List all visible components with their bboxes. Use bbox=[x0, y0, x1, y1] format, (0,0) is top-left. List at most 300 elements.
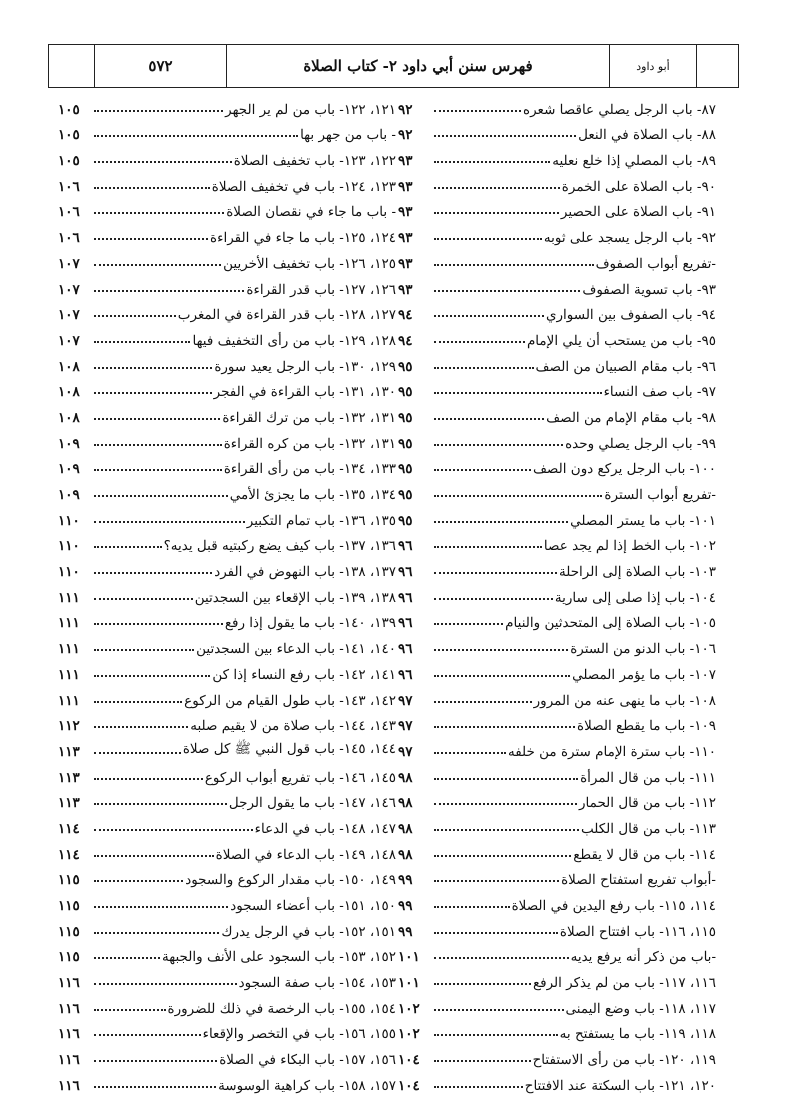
dot-leader bbox=[434, 392, 602, 394]
index-entry bbox=[58, 452, 396, 478]
entry-page-number: ١٠٥ bbox=[58, 127, 80, 144]
dot-leader bbox=[434, 187, 560, 189]
index-entry bbox=[398, 734, 716, 760]
entry-page-number: ١٠٧ bbox=[58, 255, 80, 272]
entry-page-number: ١٠٦ bbox=[58, 178, 80, 195]
dot-leader bbox=[94, 546, 162, 548]
dot-leader bbox=[434, 701, 532, 703]
entry-page-number: ١١١ bbox=[58, 666, 80, 683]
entry-page-number: ١٠٢ bbox=[398, 1026, 420, 1043]
entry-page-number: ٩٩ bbox=[398, 872, 413, 889]
entry-title: ١٣٣، ١٣٤- باب من رأى القراءة bbox=[223, 461, 396, 478]
dot-leader bbox=[434, 444, 563, 446]
entry-page-number: ١١٢ bbox=[58, 718, 80, 735]
dot-leader bbox=[94, 983, 237, 985]
entry-title: ١١٦، ١١٧- باب من لم يذكر الرفع bbox=[532, 975, 716, 992]
dot-leader bbox=[434, 880, 559, 882]
entry-title: -باب من ذكر أنه يرفع يديه bbox=[570, 949, 716, 966]
index-entry bbox=[58, 888, 396, 914]
entry-page-number: ١٠٤ bbox=[398, 1077, 420, 1094]
entry-title: ١٥١، ١٥٢- باب في الرجل يدرك bbox=[221, 923, 396, 940]
index-entry bbox=[58, 503, 396, 529]
dot-leader bbox=[94, 829, 253, 831]
entry-title: -تفريع أبواب الصفوف bbox=[595, 255, 716, 272]
index-entry bbox=[398, 118, 716, 144]
dot-leader bbox=[94, 957, 160, 959]
index-entry bbox=[58, 786, 396, 812]
dot-leader bbox=[94, 110, 223, 112]
entry-title: ١٥٥، ١٥٦- باب في التخصر والإقعاء bbox=[202, 1026, 396, 1043]
dot-leader bbox=[94, 906, 228, 908]
entry-title: ١٢١، ١٢٢- باب من لم ير الجهر bbox=[225, 101, 396, 118]
entry-page-number: ١٠٧ bbox=[58, 281, 80, 298]
index-entry bbox=[58, 940, 396, 966]
index-entry bbox=[58, 965, 396, 991]
index-entry bbox=[398, 837, 716, 863]
entry-title: ١١٤، ١١٥- باب رفع اليدين في الصلاة bbox=[511, 898, 716, 914]
entry-page-number: ٩٨ bbox=[398, 795, 413, 812]
entry-title: ١٣١، ١٣٢- باب من ترك القراءة bbox=[222, 409, 396, 426]
dot-leader bbox=[94, 161, 232, 163]
entry-page-number: ٩٢ bbox=[398, 101, 413, 118]
dot-leader bbox=[94, 726, 188, 728]
entry-page-number: ٩٦ bbox=[398, 538, 413, 555]
dot-leader bbox=[434, 495, 602, 497]
dot-leader bbox=[94, 752, 181, 754]
entry-title: ١١١- باب من قال المرأة bbox=[580, 769, 716, 786]
entry-title: ١٢٠، ١٢١- باب السكتة عند الافتتاح bbox=[524, 1077, 716, 1094]
index-entry bbox=[58, 92, 396, 118]
dot-leader bbox=[434, 418, 544, 420]
index-entry bbox=[398, 143, 716, 169]
entry-title: ١٣٤، ١٣٥- باب ما يجزئ الأمي bbox=[229, 487, 396, 503]
entry-title: ١١٢- باب من قال الحمار bbox=[579, 795, 716, 812]
entry-page-number: ١١١ bbox=[58, 589, 80, 606]
entry-page-number: ١٠١ bbox=[398, 975, 420, 992]
entry-title: ٩١- باب الصلاة على الحصير bbox=[560, 204, 716, 221]
entry-page-number: ١١٦ bbox=[58, 1026, 80, 1043]
entry-title: ١١٩، ١٢٠- باب من رأى الاستفتاح bbox=[532, 1052, 716, 1069]
dot-leader bbox=[94, 418, 220, 420]
dot-leader bbox=[434, 110, 521, 112]
dot-leader bbox=[94, 778, 203, 780]
entry-page-number: ٩٩ bbox=[398, 923, 413, 940]
entry-page-number: ٩٦ bbox=[398, 666, 413, 683]
entry-title: -تفريع أبواب السترة bbox=[604, 487, 716, 503]
entry-page-number: ١١٣ bbox=[58, 769, 80, 786]
dot-leader bbox=[94, 495, 228, 497]
dot-leader bbox=[94, 469, 222, 471]
dot-leader bbox=[434, 649, 568, 651]
entry-page-number: ٩٢ bbox=[398, 127, 413, 144]
index-entry bbox=[58, 657, 396, 683]
index-entry bbox=[398, 811, 716, 837]
entry-page-number: ٩٣ bbox=[398, 230, 413, 247]
dot-leader bbox=[434, 906, 510, 908]
dot-leader bbox=[434, 367, 534, 369]
entry-title: ١٤١، ١٤٢- باب رفع النساء إذا كن bbox=[212, 666, 396, 683]
dot-leader bbox=[94, 623, 223, 625]
dot-leader bbox=[434, 546, 542, 548]
index-entry bbox=[58, 375, 396, 401]
index-entry bbox=[58, 863, 396, 889]
entry-title: ١٠٢- باب الخط إذا لم يجد عصا bbox=[543, 538, 716, 555]
entry-page-number: ١١٠ bbox=[58, 538, 80, 555]
dot-leader bbox=[434, 598, 553, 600]
dot-leader bbox=[94, 1060, 217, 1062]
entry-title: ١٥٣، ١٥٤- باب صفة السجود bbox=[238, 975, 396, 992]
entry-page-number: ٩٧ bbox=[398, 743, 413, 760]
entry-page-number: ١٠٤ bbox=[398, 1052, 420, 1069]
entry-page-number: ١١٥ bbox=[58, 898, 80, 914]
entry-page-number: ١٠١ bbox=[398, 949, 420, 966]
dot-leader bbox=[94, 238, 208, 240]
index-entry bbox=[398, 400, 716, 426]
entry-page-number: ٩٣ bbox=[398, 153, 413, 170]
entry-title: ١٤٩، ١٥٠- باب مقدار الركوع والسجود bbox=[185, 872, 396, 889]
entry-page-number: ١١٦ bbox=[58, 1000, 80, 1017]
dot-leader bbox=[94, 1086, 216, 1088]
index-column-right bbox=[398, 92, 716, 1094]
dot-leader bbox=[434, 315, 544, 317]
dot-leader bbox=[434, 521, 568, 523]
entry-title: ١٥٦، ١٥٧- باب البكاء في الصلاة bbox=[219, 1052, 396, 1069]
entry-title: ٨٧- باب الرجل يصلي عاقصا شعره bbox=[523, 101, 716, 118]
entry-page-number: ١٠٩ bbox=[58, 435, 80, 452]
index-entry bbox=[58, 606, 396, 632]
entry-page-number: ٩٥ bbox=[398, 512, 413, 529]
dot-leader bbox=[94, 341, 190, 343]
entry-title: ٩٣- باب تسوية الصفوف bbox=[582, 281, 716, 298]
entry-page-number: ٩٥ bbox=[398, 358, 413, 375]
index-entry bbox=[58, 1068, 396, 1094]
entry-page-number: ٩٦ bbox=[398, 564, 413, 581]
index-entry bbox=[398, 529, 716, 555]
dot-leader bbox=[94, 187, 210, 189]
index-entry bbox=[58, 554, 396, 580]
dot-leader bbox=[434, 341, 525, 343]
index-entry bbox=[398, 1042, 716, 1068]
entry-title: ١٣٠، ١٣١- باب القراءة في الفجر bbox=[213, 384, 396, 401]
dot-leader bbox=[434, 1086, 523, 1088]
index-entry bbox=[58, 734, 396, 760]
entry-page-number: ١١٥ bbox=[58, 923, 80, 940]
entry-title: ١١٧، ١١٨- باب وضع اليمنى bbox=[565, 1000, 716, 1017]
entry-page-number: ٩٦ bbox=[398, 641, 413, 658]
entry-title: ١٠٤- باب إذا صلى إلى سارية bbox=[554, 589, 716, 606]
entry-page-number: ١٠٩ bbox=[58, 487, 80, 503]
entry-page-number: ١٠٦ bbox=[58, 204, 80, 221]
entry-title: ١٥٢، ١٥٣- باب السجود على الأنف والجبهة bbox=[162, 949, 396, 966]
dot-leader bbox=[94, 880, 183, 882]
index-entry bbox=[398, 554, 716, 580]
dot-leader bbox=[434, 212, 559, 214]
index-entry bbox=[58, 683, 396, 709]
dot-leader bbox=[434, 238, 542, 240]
dot-leader bbox=[94, 392, 212, 394]
dot-leader bbox=[434, 726, 575, 728]
index-entry bbox=[58, 837, 396, 863]
entry-page-number: ١١٦ bbox=[58, 1077, 80, 1094]
entry-page-number: ١٠٨ bbox=[58, 358, 80, 375]
index-entry bbox=[398, 426, 716, 452]
dot-leader bbox=[94, 264, 221, 266]
entry-page-number: ١٠٢ bbox=[398, 1000, 420, 1017]
entry-title: ١٢٩، ١٣٠- باب الرجل يعيد سورة bbox=[214, 358, 396, 375]
entry-page-number: ١١٠ bbox=[58, 512, 80, 529]
entry-page-number: ٩٧ bbox=[398, 718, 413, 735]
entry-page-number: ٩٥ bbox=[398, 409, 413, 426]
dot-leader bbox=[434, 778, 578, 780]
index-entry bbox=[398, 709, 716, 735]
entry-title: ١٤٦، ١٤٧- باب ما يقول الرجل bbox=[228, 795, 396, 812]
index-entry bbox=[398, 631, 716, 657]
entry-page-number: ١١١ bbox=[58, 615, 80, 632]
index-entry bbox=[398, 991, 716, 1017]
entry-page-number: ١١١ bbox=[58, 641, 80, 658]
dot-leader bbox=[434, 983, 531, 985]
entry-page-number: ١٠٩ bbox=[58, 461, 80, 478]
index-entry bbox=[398, 580, 716, 606]
entry-title: ١٤٧، ١٤٨- باب في الدعاء bbox=[254, 820, 396, 837]
index-entry bbox=[58, 811, 396, 837]
entry-title: ١٢٦، ١٢٧- باب قدر القراءة bbox=[246, 281, 396, 298]
entry-page-number: ٩٦ bbox=[398, 615, 413, 632]
index-entry bbox=[58, 169, 396, 195]
entry-title: ٩٧- باب صف النساء bbox=[603, 384, 716, 401]
dot-leader bbox=[434, 932, 558, 934]
entry-page-number: ٩٥ bbox=[398, 384, 413, 401]
entry-title: ١٣١، ١٣٢- باب من كره القراءة bbox=[223, 435, 396, 452]
entry-page-number: ٩٩ bbox=[398, 898, 413, 914]
dot-leader bbox=[434, 1060, 531, 1062]
dot-leader bbox=[94, 932, 219, 934]
dot-leader bbox=[434, 1034, 558, 1036]
index-entry bbox=[398, 786, 716, 812]
entry-title: ١١٣- باب من قال الكلب bbox=[581, 820, 716, 837]
entry-title: ١٣٩، ١٤٠- باب ما يقول إذا رفع bbox=[224, 615, 396, 632]
dot-leader bbox=[434, 855, 571, 857]
entry-title: ١٠٨- باب ما ينهى عنه من المرور bbox=[533, 692, 716, 709]
index-entry bbox=[398, 375, 716, 401]
index-entry bbox=[58, 709, 396, 735]
entry-title: ٩٥- باب من يستحب أن يلي الإمام bbox=[526, 332, 716, 349]
entry-page-number: ١٠٧ bbox=[58, 307, 80, 324]
dot-leader bbox=[94, 367, 212, 369]
dot-leader bbox=[94, 701, 182, 703]
dot-leader bbox=[94, 1009, 166, 1011]
entry-title: ١١٠- باب سترة الإمام سترة من خلفه bbox=[507, 743, 716, 760]
index-entry bbox=[398, 477, 716, 503]
dot-leader bbox=[434, 264, 594, 266]
entry-title: ١٤٤، ١٤٥- باب قول النبي ﷺ كل صلاة bbox=[182, 740, 396, 757]
index-entry bbox=[398, 195, 716, 221]
dot-leader bbox=[94, 290, 244, 292]
entry-page-number: ١١٣ bbox=[58, 795, 80, 812]
entry-page-number: ٩٥ bbox=[398, 487, 413, 503]
index-entry bbox=[398, 940, 716, 966]
dot-leader bbox=[94, 803, 227, 805]
dot-leader bbox=[94, 521, 245, 523]
entry-title: ١٢٤، ١٢٥- باب ما جاء في القراءة bbox=[210, 230, 396, 247]
index-entry bbox=[58, 143, 396, 169]
entry-title: -أبواب تفريع استفتاح الصلاة bbox=[561, 872, 716, 889]
entry-title: ١٥٤، ١٥٥- باب الرخصة في ذلك للضرورة bbox=[167, 1000, 396, 1017]
entry-title: ١٣٦، ١٣٧- باب كيف يضع ركبتيه قبل يديه؟ bbox=[163, 538, 396, 555]
entry-page-number: ٩٨ bbox=[398, 846, 413, 863]
entry-title: - باب من جهر بها bbox=[300, 127, 396, 144]
entry-title: ١٠٩- باب ما يقطع الصلاة bbox=[577, 718, 716, 735]
entry-page-number: ٩٤ bbox=[398, 307, 413, 324]
index-entry bbox=[398, 1017, 716, 1043]
dot-leader bbox=[434, 1009, 564, 1011]
dot-leader bbox=[434, 572, 557, 574]
index-entry bbox=[58, 298, 396, 324]
entry-title: ٨٨- باب الصلاة في النعل bbox=[578, 127, 716, 144]
index-column-left bbox=[58, 92, 396, 1094]
index-entry bbox=[58, 477, 396, 503]
index-entry bbox=[58, 118, 396, 144]
dot-leader bbox=[434, 752, 506, 754]
dot-leader bbox=[94, 444, 222, 446]
index-entry bbox=[58, 426, 396, 452]
index-entry bbox=[398, 298, 716, 324]
entry-page-number: ١١٥ bbox=[58, 872, 80, 889]
entry-title: ١٢٨، ١٢٩- باب من رأى التخفيف فيها bbox=[192, 332, 396, 349]
entry-title: ١٤٣، ١٤٤- باب صلاة من لا يقيم صلبه bbox=[190, 718, 396, 735]
entry-title: ١٣٧، ١٣٨- باب النهوض في الفرد bbox=[214, 564, 396, 581]
entry-page-number: ٩٣ bbox=[398, 204, 413, 221]
index-entry bbox=[58, 195, 396, 221]
index-entry bbox=[58, 631, 396, 657]
entry-page-number: ١١٤ bbox=[58, 846, 80, 863]
entry-page-number: ١١٦ bbox=[58, 975, 80, 992]
entry-title: ١٣٥، ١٣٦- باب تمام التكبير bbox=[246, 512, 396, 529]
entry-page-number: ٩٨ bbox=[398, 820, 413, 837]
index-entry bbox=[398, 349, 716, 375]
dot-leader bbox=[434, 623, 503, 625]
index-entry bbox=[398, 965, 716, 991]
entry-title: ١١٥، ١١٦- باب افتتاح الصلاة bbox=[559, 923, 716, 940]
index-entry bbox=[398, 92, 716, 118]
entry-page-number: ٩٣ bbox=[398, 178, 413, 195]
entry-title: ١٠٧- باب ما يؤمر المصلي bbox=[572, 666, 716, 683]
index-entry bbox=[398, 888, 716, 914]
entry-page-number: ١٠٥ bbox=[58, 153, 80, 170]
index-entry bbox=[58, 991, 396, 1017]
dot-leader bbox=[94, 315, 176, 317]
entry-page-number: ١١٠ bbox=[58, 564, 80, 581]
dot-leader bbox=[94, 135, 298, 137]
index-entry bbox=[398, 452, 716, 478]
entry-title: ١٤٥، ١٤٦- باب تفريع أبواب الركوع bbox=[204, 769, 396, 786]
index-entry bbox=[58, 400, 396, 426]
entry-title: - باب ما جاء في نقصان الصلاة bbox=[226, 204, 396, 221]
entry-page-number: ١٠٨ bbox=[58, 409, 80, 426]
entry-page-number: ٩٤ bbox=[398, 332, 413, 349]
entry-page-number: ١٠٦ bbox=[58, 230, 80, 247]
index-entry bbox=[58, 760, 396, 786]
index-entry bbox=[398, 760, 716, 786]
author-name: أبو داود bbox=[610, 45, 697, 87]
entry-page-number: ٩٥ bbox=[398, 435, 413, 452]
entry-title: ٩٩- باب الرجل يصلي وحده bbox=[565, 435, 716, 452]
index-entry bbox=[58, 914, 396, 940]
entry-page-number: ١٠٨ bbox=[58, 384, 80, 401]
entry-title: ٩٨- باب مقام الإمام من الصف bbox=[546, 409, 716, 426]
index-entry bbox=[58, 272, 396, 298]
entry-page-number: ٩٦ bbox=[398, 589, 413, 606]
entry-page-number: ٩٣ bbox=[398, 255, 413, 272]
entry-title: ١٤٨، ١٤٩- باب الدعاء في الصلاة bbox=[215, 846, 396, 863]
index-entry bbox=[398, 220, 716, 246]
dot-leader bbox=[94, 212, 224, 214]
index-entry bbox=[398, 914, 716, 940]
index-entry bbox=[398, 606, 716, 632]
entry-page-number: ١١٦ bbox=[58, 1052, 80, 1069]
entry-title: ١٠٥- باب الصلاة إلى المتحدثين والنيام bbox=[505, 615, 716, 632]
index-entry bbox=[398, 323, 716, 349]
index-title: فهرس سنن أبي داود ٢- كتاب الصلاة bbox=[227, 45, 610, 87]
entry-title: ١٤٠، ١٤١- باب الدعاء بين السجدتين bbox=[196, 641, 396, 658]
entry-title: ١٤٢، ١٤٣- باب طول القيام من الركوع bbox=[184, 692, 396, 709]
entry-page-number: ١١٥ bbox=[58, 949, 80, 966]
entry-title: ١٠٣- باب الصلاة إلى الراحلة bbox=[558, 564, 716, 581]
index-entry bbox=[58, 323, 396, 349]
dot-leader bbox=[434, 675, 570, 677]
header-empty-cell-right bbox=[697, 45, 738, 87]
dot-leader bbox=[434, 469, 531, 471]
entry-title: ١٥٠، ١٥١- باب أعضاء السجود bbox=[230, 898, 396, 914]
dot-leader bbox=[94, 1034, 201, 1036]
index-entry bbox=[58, 220, 396, 246]
dot-leader bbox=[434, 829, 579, 831]
dot-leader bbox=[94, 572, 212, 574]
entry-page-number: ٩٥ bbox=[398, 461, 413, 478]
entry-title: ١٢٥، ١٢٦- باب تخفيف الأخريين bbox=[223, 255, 396, 272]
index-entry bbox=[58, 1042, 396, 1068]
entry-page-number: ١٠٧ bbox=[58, 332, 80, 349]
index-entry bbox=[398, 246, 716, 272]
entry-title: ١٠١- باب ما يستر المصلي bbox=[570, 512, 716, 529]
entry-title: ١٥٧، ١٥٨- باب كراهية الوسوسة bbox=[218, 1077, 396, 1094]
entry-title: ١٠٠- باب الرجل يركع دون الصف bbox=[532, 461, 716, 478]
page-header bbox=[48, 44, 739, 88]
dot-leader bbox=[94, 649, 194, 651]
dot-leader bbox=[434, 803, 577, 805]
index-entry bbox=[58, 529, 396, 555]
index-entry bbox=[398, 272, 716, 298]
entry-title: ١٣٨، ١٣٩- باب الإقعاء بين السجدتين bbox=[194, 589, 396, 606]
index-entry bbox=[58, 246, 396, 272]
dot-leader bbox=[434, 290, 580, 292]
index-entry bbox=[58, 1017, 396, 1043]
entry-page-number: ٩٧ bbox=[398, 692, 413, 709]
dot-leader bbox=[434, 161, 550, 163]
entry-title: ٩٤- باب الصفوف بين السواري bbox=[545, 307, 716, 324]
index-entry bbox=[398, 657, 716, 683]
entry-title: ٩٠- باب الصلاة على الخمرة bbox=[561, 178, 716, 195]
entry-title: ٩٦- باب مقام الصبيان من الصف bbox=[535, 358, 716, 375]
entry-title: ١٢٣، ١٢٤- باب في تخفيف الصلاة bbox=[211, 178, 396, 195]
index-entry bbox=[398, 1068, 716, 1094]
entry-page-number: ١١٤ bbox=[58, 820, 80, 837]
dot-leader bbox=[94, 855, 214, 857]
index-entry bbox=[398, 683, 716, 709]
index-entry bbox=[398, 503, 716, 529]
entry-title: ١٠٦- باب الدنو من السترة bbox=[570, 641, 716, 658]
entry-page-number: ٩٣ bbox=[398, 281, 413, 298]
